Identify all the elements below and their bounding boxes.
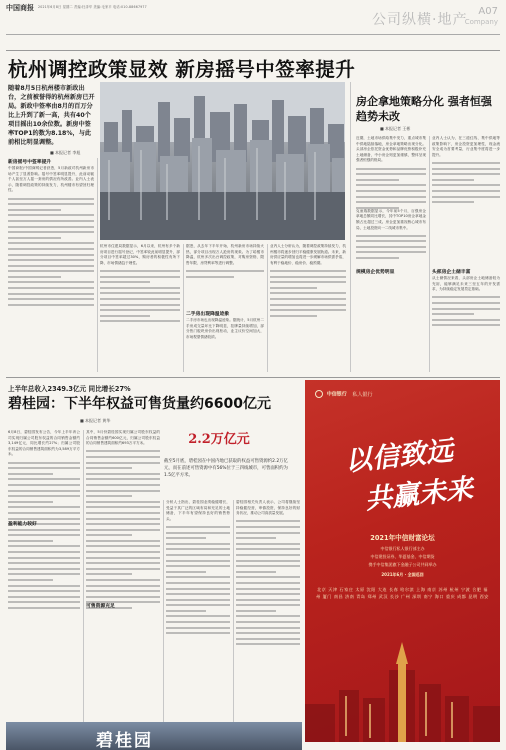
text-line	[432, 179, 474, 181]
text-line	[86, 523, 160, 525]
text-line	[356, 201, 426, 203]
text-line	[8, 293, 94, 295]
text-line	[86, 545, 160, 547]
text-line	[8, 209, 61, 211]
text-line	[8, 203, 94, 205]
text-line	[8, 198, 94, 200]
pull-quote: 截至5月底，碧桂园在中国内地已获取的权益可售资源约2.2万亿元，而在前述可售资源中有56%位于三四线城市，可售面积约为1.5亿平方米。	[164, 459, 288, 478]
text-line	[186, 276, 234, 278]
text-line	[270, 315, 317, 317]
article-column	[8, 166, 94, 372]
main-headline: 杭州调控政策显效 新房摇号中签率提升	[8, 58, 356, 81]
column-text: 6月8日，碧桂园发布公告，今年上半年该公司实现归属公司股东权益的合同销售金额约3,149亿元，同比增长约27%；归属公司股东权益的合同销售建筑面积约为3,589万平方米。	[8, 430, 80, 457]
text-line	[236, 621, 300, 623]
text-line	[236, 576, 300, 578]
text-line	[236, 554, 300, 556]
text-line	[100, 309, 180, 311]
text-line	[100, 292, 180, 294]
article-column	[186, 318, 264, 372]
text-line	[100, 270, 180, 272]
text-line	[166, 627, 230, 629]
text-line	[8, 495, 80, 497]
text-line	[356, 168, 426, 170]
text-line	[432, 313, 474, 315]
issue-meta: 2021年6月8日 星期二 责编:杜泽华 美编:毛家平 电话:010-88667977	[38, 5, 147, 9]
bottom-kicker: 上半年总收入2349.3亿元 同比增长27%	[8, 385, 131, 393]
text-line	[432, 319, 500, 321]
text-line	[270, 287, 317, 289]
text-line	[100, 287, 180, 289]
ad-detail-line: 2021年6月 · 全国巡回	[381, 572, 424, 577]
bottom-byline: ■ 本报记者 黄华	[80, 418, 111, 423]
text-line	[100, 304, 180, 306]
text-line	[86, 590, 160, 592]
text-line	[100, 298, 180, 300]
text-line	[86, 551, 160, 553]
text-line	[166, 571, 206, 573]
text-line	[8, 551, 80, 553]
bank-logo	[315, 390, 373, 398]
text-line	[432, 162, 500, 164]
text-line	[8, 607, 80, 609]
text-line	[236, 599, 300, 601]
story-deck: 随着8月5日杭州楼市新政出台，之前被誉得的杭州新房已开局。新政中签率由8月的百万分比上升到了新一高，共有40个项目摇出10余位数。新房中签率TOP1的数为8.18%，与此前相比明显调整。	[8, 85, 95, 146]
text-line	[8, 512, 80, 514]
column-text: 克而瑞数据显示，今年前5个月，百强房企拿地总额同比增长，其中TOP10房企拿地金额占比超过三成。房企更加重视核心城市布局，土地投资向一二线城市集中。	[356, 208, 426, 230]
text-line	[86, 573, 132, 575]
ad-tagline-primary: 以信致远	[343, 435, 455, 478]
text-line	[8, 265, 94, 267]
text-line	[8, 601, 80, 603]
text-line	[8, 540, 53, 542]
text-line	[8, 276, 61, 278]
text-line	[8, 590, 80, 592]
text-line	[8, 304, 94, 306]
text-line	[432, 201, 474, 203]
bank-division: 私人银行	[352, 391, 373, 398]
text-line	[270, 304, 346, 306]
side-byline: ■ 本报记者 王彬	[380, 126, 411, 131]
text-line	[86, 467, 132, 469]
text-line	[432, 190, 500, 192]
text-line	[86, 562, 160, 564]
text-line	[356, 240, 426, 242]
bottom-ad-banner	[6, 722, 302, 750]
article-column	[86, 430, 160, 722]
text-line	[166, 554, 230, 556]
text-line	[86, 529, 160, 531]
city-skyline-photo	[100, 82, 345, 240]
text-line	[166, 560, 230, 562]
text-line	[166, 576, 230, 578]
text-line	[8, 562, 80, 564]
text-line	[166, 632, 230, 634]
text-line	[8, 490, 80, 492]
text-line	[186, 270, 264, 272]
column-rule	[267, 244, 268, 372]
article-column	[432, 136, 500, 262]
text-line	[236, 532, 300, 534]
text-line	[8, 254, 94, 256]
text-line	[236, 604, 300, 606]
column-rule	[83, 430, 84, 722]
text-line	[86, 462, 160, 464]
column-text: 业内人士分析认为，随着调控政策持续发力，杭州楼市将逐步回归平稳健康发展轨道。未来，新房供应量的增加也将进一步缓解市场供需矛盾，有利于稳地价、稳房价、稳预期。	[270, 244, 346, 265]
text-line	[8, 506, 80, 508]
text-line	[166, 582, 230, 584]
page-number: A07	[478, 6, 498, 17]
text-line	[86, 534, 132, 536]
text-line	[8, 501, 53, 503]
text-line	[100, 315, 150, 317]
column-rule	[350, 82, 351, 372]
text-line	[8, 281, 94, 283]
text-line	[86, 557, 160, 559]
text-line	[86, 501, 160, 503]
subhead: 新房摇号中签率提升	[8, 160, 52, 165]
text-line	[8, 220, 94, 222]
text-line	[432, 302, 500, 304]
section-divider	[6, 377, 500, 378]
bank-advertisement	[305, 380, 500, 742]
text-line	[8, 585, 80, 587]
text-line	[356, 184, 426, 186]
ad-skyline-illustration	[305, 634, 500, 742]
text-line	[86, 506, 160, 508]
text-line	[8, 596, 80, 598]
ad-city-list: 北京 天津 石家庄 太原 沈阳 大连 长春 哈尔滨 上海 南京 苏州 杭州 宁波 合肥 福州 厦门 南昌 济南 青岛 郑州 武汉 长沙 广州 深圳 南宁 海口 重庆 成都 昆明 西安	[316, 587, 489, 599]
text-line	[356, 173, 426, 175]
text-line	[86, 518, 160, 520]
text-line	[166, 615, 230, 617]
text-line	[8, 579, 53, 581]
text-line	[86, 568, 160, 570]
text-line	[100, 276, 180, 278]
article-column	[186, 244, 264, 306]
side-headline: 房企拿地策略分化 强者恒强趋势未改	[356, 95, 492, 123]
masthead	[0, 0, 506, 36]
text-line	[270, 298, 346, 300]
text-line	[8, 237, 61, 239]
column-text: 杭州市住建局数据显示，6月以来，杭州有多个新房项目进行摇号登记，中签率较此前明显提升，部分项目中签率超过30%，购房者的积极性有所下降，市场情绪趋于理性。	[100, 244, 180, 265]
text-line	[236, 520, 300, 522]
text-line	[356, 179, 399, 181]
column-text: 业内人士认为，在三道红线、集中供地等政策影响下，房企投资更加理性，现金流安全成为首要考量，行业集中度将进一步提升。	[432, 136, 500, 157]
text-line	[236, 526, 300, 528]
text-line	[86, 495, 132, 497]
text-line	[8, 462, 80, 464]
text-line	[236, 643, 300, 645]
text-line	[236, 543, 300, 545]
text-line	[8, 259, 94, 261]
text-line	[8, 534, 80, 536]
text-line	[8, 270, 94, 272]
text-line	[166, 532, 230, 534]
text-line	[8, 231, 94, 233]
bank-logo-icon	[315, 390, 323, 398]
text-line	[432, 168, 500, 170]
text-line	[8, 529, 80, 531]
column-text: 中国商报/中国商网记者获悉，5月新政对杭州新房市场产生了显著影响。摇号中签率明显提升，此前动辄千人甚至万人摇一套房的情况有所改善。业内人士表示，随着调控政策的持续发力，杭州楼市有望回归理性。	[8, 166, 94, 193]
text-line	[356, 251, 426, 253]
ad-detail-line: 中信建投证券、华夏基金、中信期货	[370, 554, 435, 559]
column-rule	[97, 158, 98, 372]
text-line	[236, 565, 300, 567]
highlight-figure: 2.2万亿元	[188, 432, 250, 447]
text-line	[166, 588, 230, 590]
text-line	[86, 450, 160, 452]
article-column	[166, 500, 230, 722]
text-line	[166, 599, 230, 601]
article-column	[356, 136, 426, 372]
column-rule	[233, 500, 234, 722]
text-line	[432, 184, 500, 186]
text-line	[86, 585, 160, 587]
text-line	[356, 235, 426, 237]
subhead: 二手房出现降温迹象	[186, 312, 230, 317]
text-line	[166, 621, 230, 623]
text-line	[356, 257, 399, 259]
text-line	[236, 632, 300, 634]
paper-logo: 中国商报	[6, 3, 34, 12]
text-line	[270, 276, 346, 278]
text-line	[166, 565, 230, 567]
text-line	[270, 292, 346, 294]
text-line	[166, 604, 230, 606]
text-line	[166, 610, 206, 612]
text-line	[8, 484, 80, 486]
text-line	[8, 545, 80, 547]
page-label: Company	[464, 18, 498, 26]
subhead: 头部房企土储丰富	[432, 270, 471, 275]
text-line	[8, 557, 80, 559]
text-line	[432, 324, 500, 326]
text-line	[86, 478, 160, 480]
article-column	[8, 430, 80, 722]
text-line	[432, 196, 500, 198]
subhead: 可售资源充足	[86, 604, 115, 609]
text-line	[236, 582, 300, 584]
column-text: 分析人士指出，碧桂园业绩稳健增长，受益于其广泛的区域布局和充足的土地储备，下半年有望保持良好的销售势头。	[166, 500, 230, 521]
column-rule	[163, 500, 164, 722]
column-text: 近期，土地市场供给集中发力，重点城市集中供地陆续落地，房企拿地策略出现分化。头部房企依托资金优势和品牌优势积极补充土地储备，中小房企则更加谨慎，整体呈现强者恒强的格局。	[356, 136, 426, 163]
text-line	[236, 537, 276, 539]
text-line	[236, 571, 276, 573]
column-text: 其中，5月份碧桂园实现归属公司股东权益的合同销售金额约600亿元，归属公司股东权益的合同销售建筑面积约693万平方米。	[86, 430, 160, 446]
ad-detail-line: 中信银行私人银行部主办	[380, 546, 425, 551]
subhead: 规模房企优势明显	[356, 270, 395, 275]
text-line	[8, 248, 94, 250]
text-line	[356, 190, 426, 192]
masthead-rule	[6, 34, 500, 35]
text-line	[236, 627, 300, 629]
text-line	[86, 473, 160, 475]
text-line	[432, 308, 500, 310]
text-line	[8, 298, 94, 300]
text-line	[236, 593, 300, 595]
text-line	[86, 512, 160, 514]
text-line	[86, 540, 160, 542]
text-line	[236, 560, 300, 562]
text-line	[8, 568, 80, 570]
text-line	[8, 478, 80, 480]
bottom-banner-text: 碧桂园	[96, 731, 153, 750]
text-line	[100, 281, 150, 283]
text-line	[166, 537, 206, 539]
text-line	[356, 246, 426, 248]
text-line	[356, 196, 426, 198]
text-line	[100, 320, 180, 322]
text-line	[236, 610, 276, 612]
subhead: 盈利能力较好	[8, 522, 37, 527]
byline: ■ 本报记者 李旭	[50, 150, 81, 155]
column-text: 碧桂园相关负责人表示，公司将继续坚持稳健经营，审慎投资，保持良好的财务状况，推动公司高质量发展。	[236, 500, 300, 516]
text-line	[236, 588, 300, 590]
text-line	[432, 296, 500, 298]
text-line	[270, 270, 346, 272]
text-line	[8, 573, 80, 575]
article-column	[236, 500, 300, 722]
text-line	[236, 638, 300, 640]
text-line	[86, 579, 160, 581]
ad-detail-line: 携手中信集团旗下金融子公司共同举办	[368, 562, 437, 567]
section-title: 公司纵横·地产	[372, 12, 468, 28]
text-line	[166, 526, 230, 528]
column-rule	[429, 136, 430, 372]
article-column	[270, 244, 346, 372]
ad-tagline-secondary: 共赢未来	[363, 473, 475, 516]
text-line	[166, 543, 230, 545]
text-line	[86, 484, 160, 486]
text-line	[8, 214, 94, 216]
column-text: 据悉，从去年下半年开始，杭州新房市场持续火热，部分项目出现万人抢房的现象。为了给楼市降温，杭州多次出台调控政策，对购房资格、限售年限、房贷利率等进行调整。	[186, 244, 264, 265]
text-line	[86, 596, 160, 598]
text-line	[356, 207, 399, 209]
article-column	[432, 276, 500, 372]
text-line	[8, 473, 53, 475]
bottom-headline: 碧桂园：下半年权益可售货量约6600亿元	[8, 396, 271, 412]
text-line	[236, 615, 300, 617]
text-line	[236, 548, 300, 550]
text-line	[166, 593, 230, 595]
text-line	[270, 281, 346, 283]
text-line	[166, 548, 230, 550]
column-text: 二手房市场也出现降温迹象。据统计，5月杭州二手房成交量环比下降明显，挂牌量持续增加，部分热门板块房价出现松动，业主议价空间加大，市场观望情绪较浓。	[186, 318, 264, 339]
article-column	[100, 244, 180, 372]
forum-title: 2021年中信财富论坛	[370, 534, 435, 542]
column-rule	[183, 244, 184, 372]
column-text: 从土储情况来看，头部房企土地储备较为充裕，能够满足未来三至五年的开发需求，为持续稳定发展奠定基础。	[432, 276, 500, 292]
text-line	[8, 242, 94, 244]
text-line	[8, 226, 94, 228]
text-line	[270, 309, 346, 311]
text-line	[432, 173, 500, 175]
text-line	[8, 287, 94, 289]
headline-rule	[6, 50, 500, 51]
text-line	[86, 456, 160, 458]
text-line	[86, 490, 160, 492]
text-line	[8, 467, 80, 469]
bank-name: 中信银行	[326, 391, 347, 398]
